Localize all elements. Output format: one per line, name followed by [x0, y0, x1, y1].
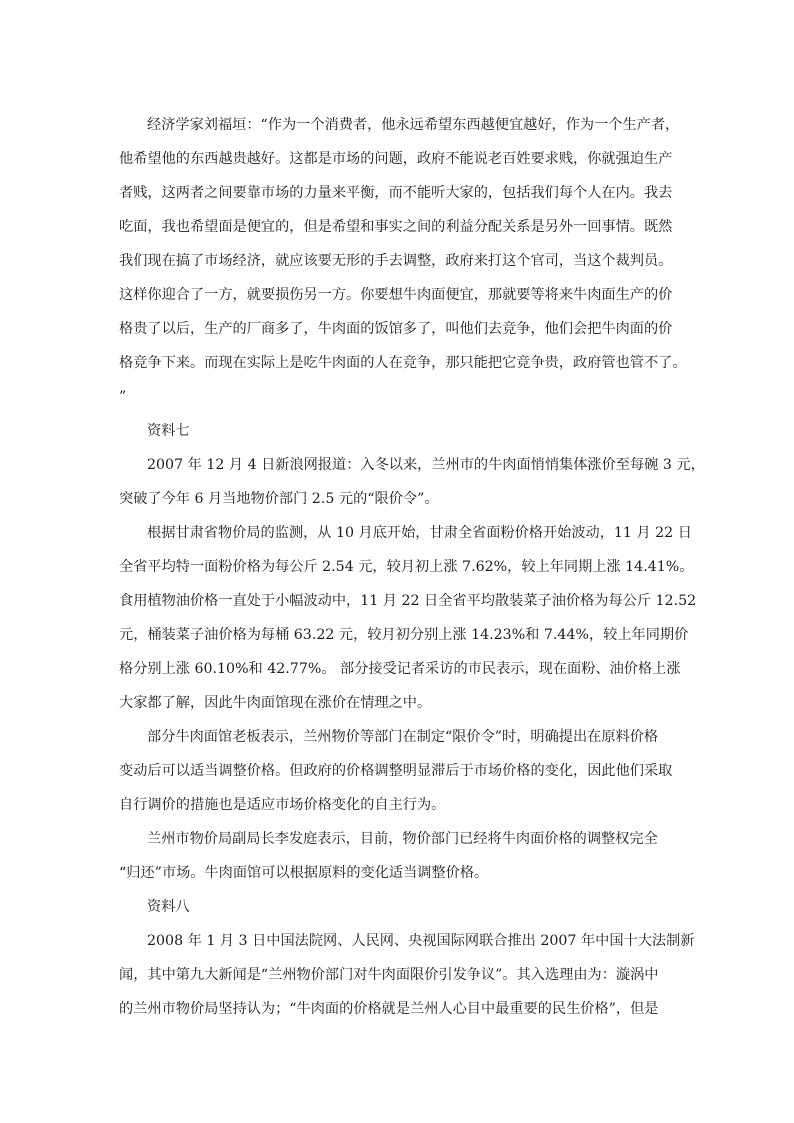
paragraph-liu-fuyuan-quote	[119, 108, 687, 414]
text-line: 我们现在搞了市场经济，就应该要无形的手去调整，政府来打这个官司，当这个裁判员。	[119, 253, 673, 269]
text-line: “归还”市场。牛肉面馆可以根据原料的变化适当调整价格。	[119, 865, 489, 881]
section-heading-8: 资料八	[147, 899, 190, 915]
text-line: 兰州市物价局副局长李发庭表示，目前，物价部门已经将牛肉面价格的调整权完全	[147, 831, 658, 847]
text-line: 全省平均特一面粉价格为每公斤 2.54 元，较月初上涨 7.62%，较上年同期上涨 14.41%。	[119, 559, 694, 575]
section-heading-7: 资料七	[147, 423, 190, 439]
text-line: 自行调价的措施也是适应市场价格变化的自主行为。	[119, 797, 446, 813]
text-line: 吃面，我也希望面是便宜的，但是希望和事实之间的利益分配关系是另外一回事情。既然	[119, 219, 673, 235]
text-line: 格竞争下来。而现在实际上是吃牛肉面的人在竞争，那只能把它竞争贵，政府管也管不了。	[119, 355, 687, 371]
text-line: 他希望他的东西越贵越好。这都是市场的问题，政府不能说老百姓要求贱，你就强迫生产	[119, 151, 673, 167]
document-page	[119, 108, 705, 1026]
text-line: 经济学家刘福垣：“作为一个消费者，他永远希望东西越便宜越好，作为一个生产者，	[147, 117, 680, 133]
text-line: 者贱，这两者之间要靠市场的力量来平衡，而不能听大家的，包括我们每个人在内。我去	[119, 185, 673, 201]
paragraph-gansu-monitoring	[119, 516, 697, 720]
paragraph-restaurant-owners	[119, 720, 681, 822]
paragraph-deputy-director	[119, 822, 681, 890]
text-line: 元，桶装菜子油价格为每桶 63.22 元，较月初分别上涨 14.23%和 7.44%，较上年同期价	[119, 627, 689, 643]
text-line: 的兰州市物价局坚持认为；“牛肉面的价格就是兰州人心目中最重要的民生价格”，但是	[119, 1001, 659, 1017]
text-line: 大家都了解，因此牛肉面馆现在涨价在情理之中。	[119, 695, 432, 711]
text-line: 2007 年 12 月 4 日新浪网报道：入冬以来，兰州市的牛肉面悄悄集体涨价至每碗 3 元，	[147, 457, 705, 473]
text-line: 闻，其中第九大新闻是“兰州物价部门对牛肉面限价引发争议”。其入选理由为：漩涡中	[119, 967, 659, 983]
text-line: 变动后可以适当调整价格。但政府的价格调整明显滞后于市场价格的变化，因此他们采取	[119, 763, 673, 779]
paragraph-sina-report	[119, 448, 705, 516]
text-line: 格分别上涨 60.10%和 42.77%。 部分接受记者采访的市民表示，现在面粉、油价格上涨	[119, 661, 681, 677]
text-line: 2008 年 1 月 3 日中国法院网、人民网、央视国际网联合推出 2007 年中国十大法制新	[147, 933, 695, 949]
text-line: 部分牛肉面馆老板表示，兰州物价等部门在制定“限价令”时，明确提出在原料价格	[147, 729, 659, 745]
text-line: 根据甘肃省物价局的监测，从 10 月底开始，甘肃全省面粉价格开始波动，11 月 22 日	[147, 525, 692, 541]
text-line: 这样你迎合了一方，就要损伤另一方。你要想牛肉面便宜，那就要等将来牛肉面生产的价	[119, 287, 673, 303]
text-line: ”	[119, 389, 127, 405]
paragraph-law-news	[119, 924, 695, 1026]
text-line: 格贵了以后，生产的厂商多了，牛肉面的饭馆多了，叫他们去竞争，他们会把牛肉面的价	[119, 321, 673, 337]
text-line: 食用植物油价格一直处于小幅波动中，11 月 22 日全省平均散装菜子油价格为每公斤 12.52	[119, 593, 697, 609]
text-line: 突破了今年 6 月当地物价部门 2.5 元的“限价令”。	[119, 491, 439, 507]
